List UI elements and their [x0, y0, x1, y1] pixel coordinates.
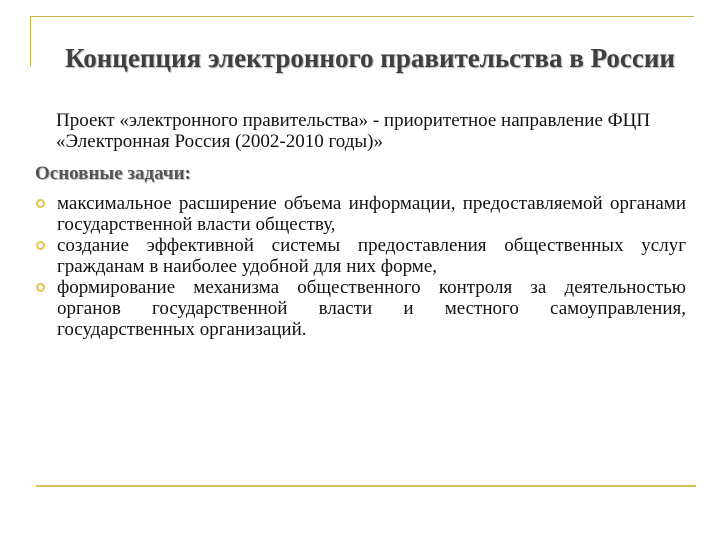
tasks-list [36, 193, 686, 340]
task-item-services [36, 235, 686, 277]
intro-paragraph: Проект «электронного правительства» - приоритетное направление ФЦП «Электронная Россия (2002-2010 годы)» [56, 110, 651, 152]
decorative-frame-top-line [30, 16, 694, 17]
hollow-circle-bullet-icon [36, 241, 45, 250]
decorative-bottom-line [36, 485, 696, 487]
slide-title: Концепция электронного правительства в России [65, 43, 675, 74]
tasks-heading: Основные задачи: [35, 163, 191, 184]
hollow-circle-bullet-icon [36, 283, 45, 292]
task-text: создание эффективной системы предоставления общественных услуг гражданам в наиболее удобной для них форме, [57, 235, 686, 277]
task-item-information [36, 193, 686, 235]
hollow-circle-bullet-icon [36, 199, 45, 208]
decorative-frame-vertical-line [30, 16, 31, 66]
task-text: формирование механизма общественного контроля за деятельностью органов государственной власти и местного самоуправления, государственных организаций. [57, 277, 686, 340]
task-item-control [36, 277, 686, 340]
task-text: максимальное расширение объема информации, предоставляемой органами государственной власти обществу, [57, 193, 686, 235]
